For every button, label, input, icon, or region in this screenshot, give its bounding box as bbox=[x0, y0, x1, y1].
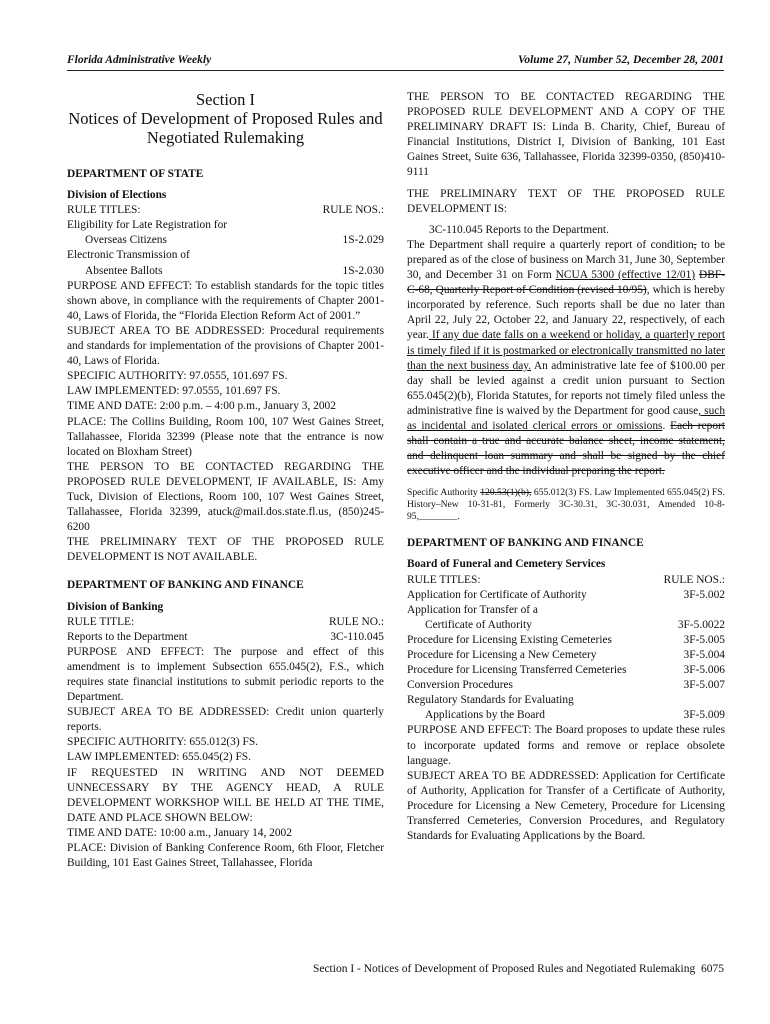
deleted-text: DBF-C-68, Quarterly Report of Condition (revised 10/95) bbox=[407, 269, 725, 297]
rule-row bbox=[407, 648, 725, 663]
inserted-text: , such as incidental and isolated clerical errors or omissions bbox=[407, 404, 726, 432]
text-run: An administrative late fee of $100.00 per day shall be levied against a credit union pursuant to Section 655.045(2)(b), Florida Statutes, for reports not timely filed unless the administrative fine is waived by the Department for good cause bbox=[407, 359, 725, 417]
purpose-paragraph: PURPOSE AND EFFECT: The purpose and effect of this amendment is to implement Subsection 655.045(2), F.S., which requires state financial institutions to submit periodic reports to the Department. bbox=[67, 645, 384, 704]
rule-header-row bbox=[407, 573, 725, 588]
rule-title: Applications by the Board bbox=[425, 709, 545, 722]
right-column bbox=[407, 90, 725, 844]
rule-title: Electronic Transmission of bbox=[67, 249, 190, 262]
rule-title: Absentee Ballots bbox=[85, 264, 163, 277]
rule-row bbox=[407, 663, 725, 678]
department-heading: DEPARTMENT OF BANKING AND FINANCE bbox=[67, 579, 304, 592]
publication-name: Florida Administrative Weekly bbox=[67, 54, 212, 66]
rule-number: 3F-5.002 bbox=[683, 588, 725, 601]
rule-title: Eligibility for Late Registration for bbox=[67, 219, 228, 232]
deleted-text: 120.53(1)(b), bbox=[480, 487, 532, 499]
rule-row bbox=[407, 618, 725, 633]
rule-title: Application for Certificate of Authority bbox=[407, 588, 587, 601]
deleted-text: , bbox=[693, 238, 697, 251]
law-implemented: LAW IMPLEMENTED: 97.0555, 101.697 FS. bbox=[67, 385, 281, 398]
rule-row bbox=[407, 678, 725, 693]
specific-authority: SPECIFIC AUTHORITY: 655.012(3) FS. bbox=[67, 736, 259, 749]
rule-title: Certificate of Authority bbox=[425, 618, 532, 631]
text-run: Specific Authority bbox=[407, 487, 481, 499]
section-subtitle: Notices of Development of Proposed Rules and Negotiated Rulemaking bbox=[68, 109, 383, 147]
subject-paragraph: SUBJECT AREA TO BE ADDRESSED: Procedural requirements and standards for implementation of the provisions of Chapter 2001-40, Laws of Florida. bbox=[67, 324, 384, 368]
text-run: 655.012(3) FS. Law Implemented 655.045(2) FS. History–New 10-31-81, Formerly 3C-30.31, 3C-30.031, Amended 10-8-95, bbox=[407, 487, 725, 523]
time-and-date: TIME AND DATE: 10:00 a.m., January 14, 2002 bbox=[67, 826, 292, 839]
inserted-text: If any due date falls on a weekend or holiday, a quarterly report is timely filed if it is postmarked or electronically transmitted no later than the next business day. bbox=[407, 329, 725, 372]
rule-number: 1S-2.029 bbox=[342, 234, 384, 247]
rule-header-row bbox=[67, 615, 384, 630]
text-run: . bbox=[457, 511, 460, 523]
rule-number: 3F-5.004 bbox=[683, 649, 725, 661]
text-run: . bbox=[662, 419, 671, 432]
rule-title: Application for Transfer of a bbox=[407, 603, 538, 616]
rule-title: Procedure for Licensing a New Cemetery bbox=[407, 649, 597, 661]
rule-title: Regulatory Standards for Evaluating bbox=[407, 694, 574, 707]
rule-number: 3F-5.0022 bbox=[677, 618, 725, 631]
rule-row bbox=[67, 264, 384, 279]
preliminary-heading: THE PRELIMINARY TEXT OF THE PROPOSED RULE DEVELOPMENT IS: bbox=[407, 187, 725, 215]
rule-titles-label: RULE TITLES: bbox=[407, 573, 481, 586]
rule-number: 3F-5.009 bbox=[683, 709, 725, 722]
text-run: , which is hereby incorporated by reference. Such reports shall be due no later than April 22, July 22, October 22, and January 22, respectively, of each year. bbox=[407, 284, 725, 342]
rule-row bbox=[67, 630, 384, 645]
purpose-paragraph: PURPOSE AND EFFECT: To establish standards for the topic titles shown above, in compliance with the requirements of Chapter 2001-40, Laws of Florida, the “Florida Election Reform Act of 2001.” bbox=[67, 279, 384, 322]
rule-title: Procedure for Licensing Transferred Cemeteries bbox=[407, 664, 627, 677]
rule-row bbox=[67, 233, 384, 248]
rule-row bbox=[407, 588, 725, 603]
page-footer bbox=[313, 963, 724, 975]
volume-info: Volume 27, Number 52, December 28, 2001 bbox=[517, 54, 724, 66]
left-column bbox=[67, 90, 384, 871]
rule-title: Conversion Procedures bbox=[407, 679, 513, 692]
rule-row bbox=[407, 633, 725, 648]
text-run: to be prepared as of the close of business on March 31, June 30, September 30, and December 31 on Form bbox=[407, 238, 726, 282]
inserted-text: NCUA 5300 (effective 12/01) bbox=[555, 269, 696, 282]
rule-text bbox=[407, 238, 725, 480]
department-heading: DEPARTMENT OF STATE bbox=[67, 168, 204, 180]
board-heading: Board of Funeral and Cemetery Services bbox=[407, 558, 606, 571]
preliminary-paragraph: THE PRELIMINARY TEXT OF THE PROPOSED RULE DEVELOPMENT IS NOT AVAILABLE. bbox=[67, 536, 384, 564]
time-and-date: TIME AND DATE: 2:00 p.m. – 4:00 p.m., January 3, 2002 bbox=[67, 400, 336, 413]
running-header bbox=[67, 54, 724, 71]
history-citation bbox=[407, 487, 725, 523]
purpose-paragraph: PURPOSE AND EFFECT: The Board proposes to update these rules to incorporate updated forms and remove or replace obsolete language. bbox=[407, 724, 725, 767]
place-paragraph: PLACE: The Collins Building, Room 100, 107 West Gaines Street, Tallahassee, Florida 32399 (Please note that the entrance is now located on Bloxham Street) bbox=[67, 415, 384, 458]
section-heading bbox=[67, 90, 384, 147]
workshop-notice: IF REQUESTED IN WRITING AND NOT DEEMED UNNECESSARY BY THE AGENCY HEAD, A RULE DEVELOPMENT WORKSHOP WILL BE HELD AT THE TIME, DATE AND PLACE SHOWN BELOW: bbox=[67, 766, 384, 824]
place-paragraph: PLACE: Division of Banking Conference Room, 6th Floor, Fletcher Building, 101 East Gaines Street, Tallahassee, Florida bbox=[67, 842, 384, 870]
rule-number: 1S-2.030 bbox=[342, 264, 384, 277]
rule-number: 3F-5.005 bbox=[683, 633, 725, 646]
rule-header-row bbox=[67, 203, 384, 218]
page-number: 6075 bbox=[701, 963, 724, 975]
rule-title: Overseas Citizens bbox=[85, 234, 167, 247]
rule-nos-label: RULE NOS.: bbox=[663, 573, 725, 586]
rule-row bbox=[407, 708, 725, 723]
deleted-text: Each report shall contain a true and accurate balance sheet, income statement, and delinquent loan summary and shall be signed by the chief executive officer and the individual preparing the report. bbox=[407, 419, 725, 478]
footer-text: Section I - Notices of Development of Proposed Rules and Negotiated Rulemaking bbox=[312, 963, 696, 975]
division-heading: Division of Elections bbox=[67, 189, 167, 202]
rule-title-label: RULE TITLE: bbox=[67, 615, 135, 628]
contact-paragraph: THE PERSON TO BE CONTACTED REGARDING THE PROPOSED RULE DEVELOPMENT AND A COPY OF THE PRELIMINARY DRAFT IS: Linda B. Charity, Chief, Bureau of Financial Institutions, District I, Division of Banking, 101 East Gaines Street, Suite 636, Tallahassee, Florida 32399-0350, (850)410-9111 bbox=[407, 91, 725, 179]
contact-paragraph: THE PERSON TO BE CONTACTED REGARDING THE PROPOSED RULE DEVELOPMENT, IF AVAILABLE, IS: Amy Tuck, Division of Elections, Room 100, 107 West Gaines Street, Tallahassee, Florida 32399, atuck@mail.dos.state.fl.us, (850)245-6200 bbox=[67, 460, 384, 534]
rule-nos-label: RULE NOS.: bbox=[322, 204, 384, 217]
division-heading: Division of Banking bbox=[67, 600, 164, 613]
law-implemented: LAW IMPLEMENTED: 655.045(2) FS. bbox=[67, 751, 251, 764]
specific-authority: SPECIFIC AUTHORITY: 97.0555, 101.697 FS. bbox=[67, 370, 288, 383]
rule-number: 3F-5.007 bbox=[683, 679, 725, 692]
subject-paragraph: SUBJECT AREA TO BE ADDRESSED: Application for Certificate of Authority, Application for Transfer of a Certificate of Authority, Procedure for Licensing a New Cemetery, Procedure for Licensing Transferred Cemeteries, Conversion Procedures, and Regulatory Standards for Evaluating Applications by the Board. bbox=[407, 769, 725, 843]
rule-number: 3C-110.045 bbox=[330, 630, 384, 643]
department-heading: DEPARTMENT OF BANKING AND FINANCE bbox=[407, 537, 644, 550]
rule-no-label: RULE NO.: bbox=[328, 615, 384, 628]
rule-number: 3F-5.006 bbox=[683, 664, 725, 677]
rule-heading: 3C-110.045 Reports to the Department. bbox=[429, 223, 609, 236]
rule-title: Procedure for Licensing Existing Cemeteries bbox=[407, 633, 612, 646]
blank-line: ________ bbox=[419, 511, 458, 523]
rule-titles-label: RULE TITLES: bbox=[67, 204, 141, 217]
subject-paragraph: SUBJECT AREA TO BE ADDRESSED: Credit union quarterly reports. bbox=[67, 706, 384, 734]
section-title: Section I bbox=[195, 90, 256, 109]
rule-title: Reports to the Department bbox=[67, 630, 188, 643]
text-run: The Department shall require a quarterly report of condition bbox=[407, 238, 694, 251]
